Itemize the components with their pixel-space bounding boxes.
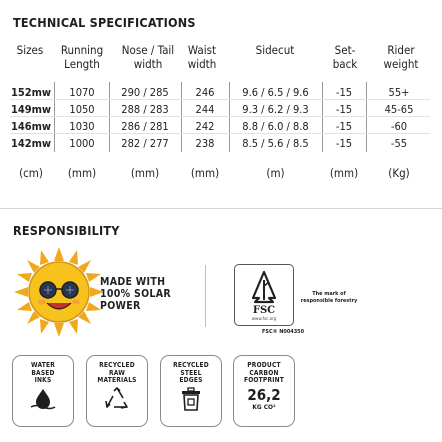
table-row-size: 149mw	[10, 103, 52, 116]
bin-icon	[180, 387, 202, 411]
unit-setback: (mm)	[329, 166, 359, 180]
divider	[205, 265, 206, 327]
fsc-logo-text: FSC	[252, 305, 276, 316]
table-cell: 242	[195, 120, 215, 133]
table-cell: 8.5 / 5.6 / 8.5	[242, 137, 309, 150]
table-cell: 1070	[69, 86, 95, 99]
badge-carbon-footprint: PRODUCT CARBON FOOTPRINT 26,2 KG CO²	[233, 355, 295, 427]
unit-waist: (mm)	[190, 166, 220, 180]
table-row-size: 146mw	[10, 120, 52, 133]
badge-recycled-steel-edges: RECYCLED STEEL EDGES	[160, 355, 222, 427]
fsc-tree-icon	[235, 268, 293, 306]
table-row-size: 142mw	[10, 137, 52, 150]
col-header-waist: Waist width	[187, 43, 217, 71]
tech-spec-title: TECHNICAL SPECIFICATIONS	[13, 15, 196, 30]
table-cell: 1030	[69, 120, 95, 133]
table-cell: 288 / 283	[121, 103, 169, 116]
fsc-code: FSC® N004350	[262, 329, 305, 335]
table-cell: 290 / 285	[121, 86, 169, 99]
table-cell: 246	[195, 86, 215, 99]
unit-running-length: (mm)	[67, 166, 97, 180]
carbon-footprint-value: 26,2	[247, 385, 281, 404]
table-cell: 244	[195, 103, 215, 116]
section-divider	[0, 208, 442, 209]
table-cell: 1050	[69, 103, 95, 116]
carbon-footprint-unit: KG CO²	[252, 402, 276, 411]
col-header-running-length: Running Length	[60, 43, 104, 71]
table-cell: -15	[335, 137, 353, 150]
table-cell: 238	[195, 137, 215, 150]
table-cell: 9.3 / 6.2 / 9.3	[242, 103, 309, 116]
fsc-logo	[234, 264, 294, 326]
table-cell: -15	[335, 103, 353, 116]
badge-water-based-inks: WATER BASED INKS	[12, 355, 74, 427]
table-cell: -55	[390, 137, 408, 150]
recycle-icon	[104, 387, 130, 411]
table-row-size: 152mw	[10, 86, 52, 99]
table-cell: 1000	[69, 137, 95, 150]
solar-power-label: MADE WITH 100% SOLAR POWER	[100, 276, 171, 312]
table-cell: 45-65	[384, 103, 414, 116]
badge-recycled-raw-materials: RECYCLED RAW MATERIALS	[86, 355, 148, 427]
responsibility-title: RESPONSIBILITY	[13, 223, 120, 238]
table-cell: -15	[335, 120, 353, 133]
unit-rider-weight: (Kg)	[388, 166, 410, 180]
table-cell: 9.6 / 6.5 / 9.6	[242, 86, 309, 99]
unit-sizes: (cm)	[19, 166, 43, 180]
table-cell: 8.8 / 6.0 / 8.8	[242, 120, 309, 133]
unit-nose-tail: (mm)	[130, 166, 160, 180]
fsc-caption: The mark of responsible forestry	[300, 291, 358, 304]
col-header-setback: Set- back	[332, 43, 358, 71]
unit-sidecut: (m)	[266, 166, 285, 180]
sun-mascot-icon	[14, 247, 104, 337]
table-cell: -15	[335, 86, 353, 99]
water-drop-icon	[29, 388, 57, 410]
table-cell: 282 / 277	[121, 137, 169, 150]
col-header-rider-weight: Rider weight	[383, 43, 419, 71]
table-cell: 55+	[388, 86, 410, 99]
col-header-nose-tail: Nose / Tail width	[121, 43, 175, 71]
table-cell: 286 / 281	[121, 120, 169, 133]
col-header-sidecut: Sidecut	[255, 43, 295, 57]
fsc-url: www.fsc.org	[251, 317, 277, 322]
col-header-sizes: Sizes	[16, 43, 44, 57]
table-cell: -60	[390, 120, 408, 133]
